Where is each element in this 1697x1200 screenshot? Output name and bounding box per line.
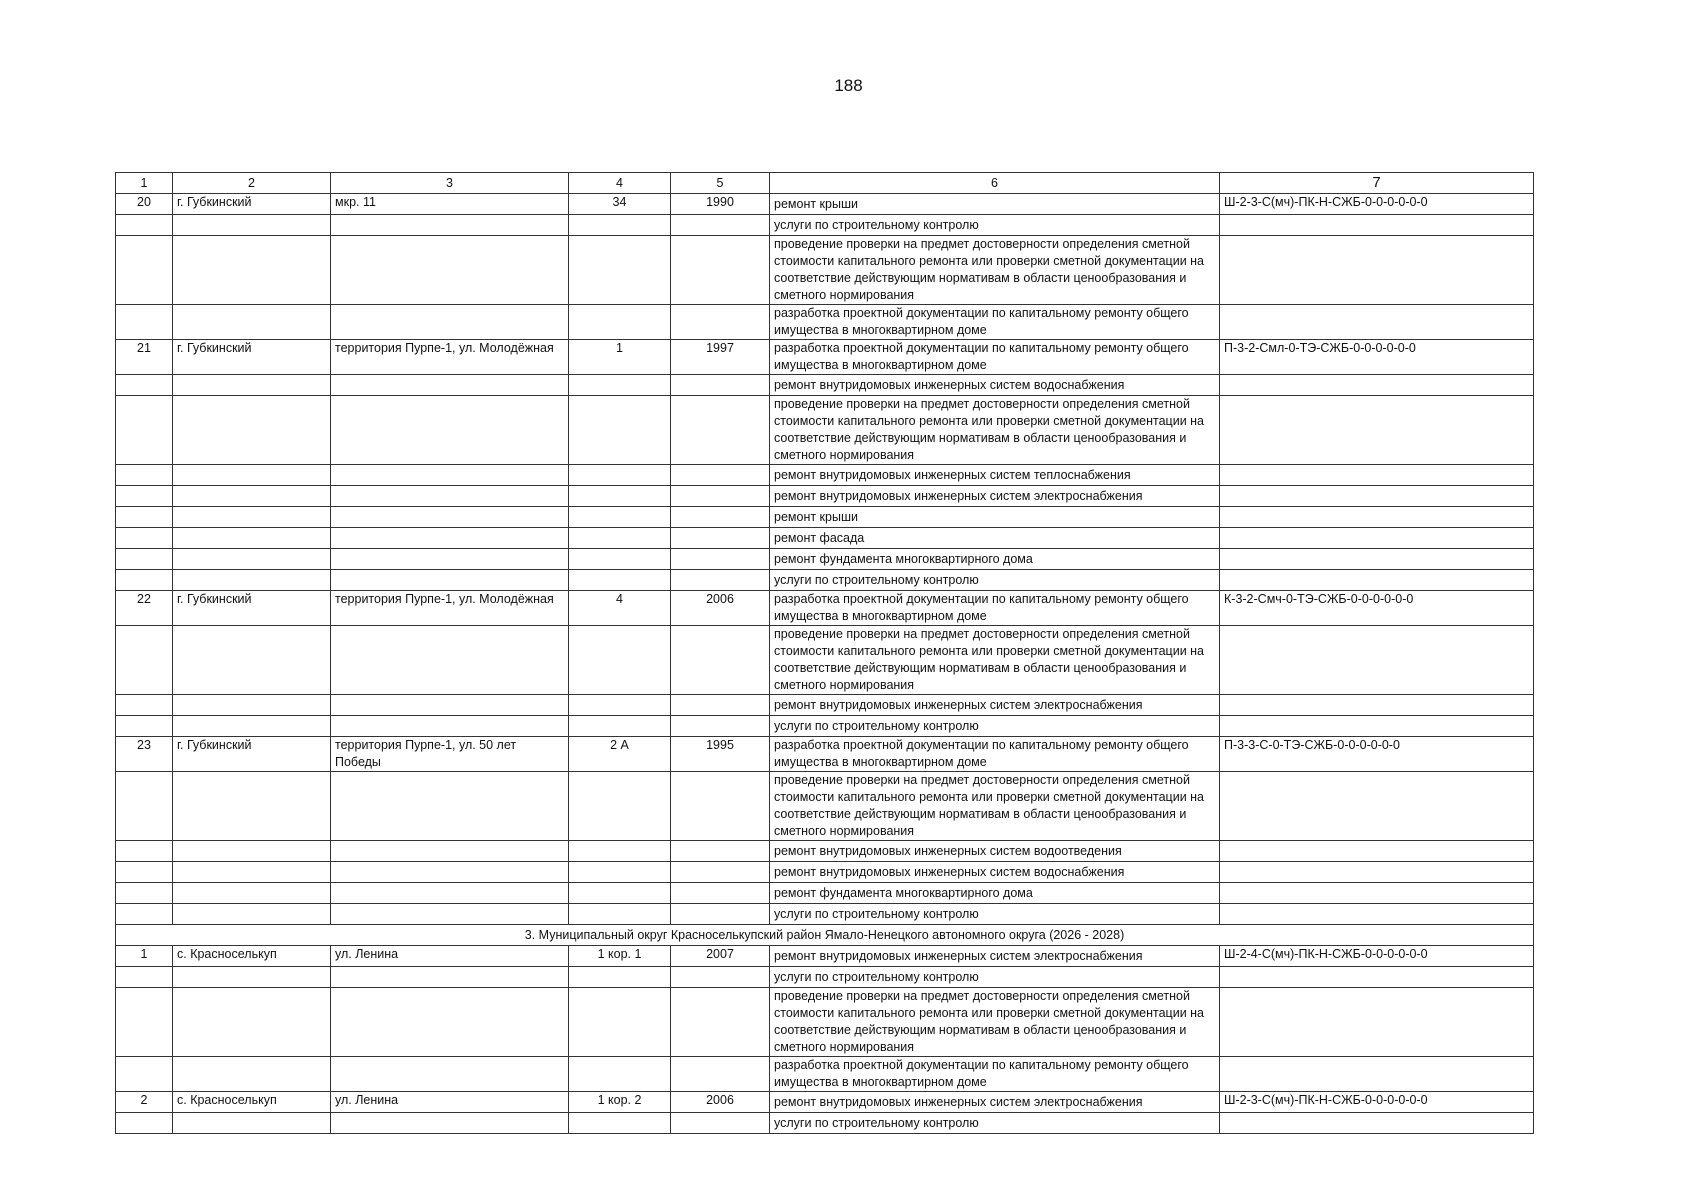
work-type-cell: ремонт внутридомовых инженерных систем водоотведения [770, 841, 1220, 862]
work-row [116, 967, 1534, 988]
house-number-cell [569, 396, 671, 465]
address-cell [331, 507, 569, 528]
address-cell [331, 1113, 569, 1134]
column-header-5: 5 [671, 173, 770, 194]
row-number-cell [116, 375, 173, 396]
work-type-cell: услуги по строительному контролю [770, 967, 1220, 988]
year-built-cell [671, 862, 770, 883]
section-row [116, 925, 1534, 946]
work-row [116, 883, 1534, 904]
year-built-cell [671, 305, 770, 340]
year-built-cell [671, 1057, 770, 1092]
row-number-cell [116, 549, 173, 570]
work-type-cell: услуги по строительному контролю [770, 570, 1220, 591]
work-type-cell: услуги по строительному контролю [770, 904, 1220, 925]
work-type-cell: проведение проверки на предмет достоверности определения сметной стоимости капитального ремонта или проверки сметной документации на соответствие действующим нормативам в области ценообразования и сметного нормирования [770, 772, 1220, 841]
address-cell [331, 465, 569, 486]
row-number-cell [116, 486, 173, 507]
row-number-cell [116, 695, 173, 716]
house-number-cell [569, 967, 671, 988]
column-number-row [116, 173, 1534, 194]
address-cell [331, 967, 569, 988]
section-row-group [116, 925, 1534, 946]
column-header-7: 7 [1220, 173, 1534, 194]
year-built-cell [671, 695, 770, 716]
year-built-cell: 2006 [671, 591, 770, 626]
row-number-cell [116, 465, 173, 486]
row-number-cell [116, 862, 173, 883]
building-code-cell [1220, 465, 1534, 486]
work-row [116, 772, 1534, 841]
settlement-cell [173, 570, 331, 591]
row-number-cell: 22 [116, 591, 173, 626]
work-row [116, 507, 1534, 528]
row-number-cell [116, 305, 173, 340]
work-row [116, 305, 1534, 340]
work-row [116, 375, 1534, 396]
building-code-cell [1220, 305, 1534, 340]
address-cell: мкр. 11 [331, 194, 569, 215]
work-type-cell: разработка проектной документации по капитальному ремонту общего имущества в многоквартирном доме [770, 305, 1220, 340]
building-code-cell [1220, 507, 1534, 528]
building-code-cell: Ш-2-3-С(мч)-ПК-Н-СЖБ-0-0-0-0-0-0 [1220, 1092, 1534, 1113]
work-type-cell: ремонт фасада [770, 528, 1220, 549]
house-number-cell [569, 862, 671, 883]
row-number-cell [116, 967, 173, 988]
work-row [116, 695, 1534, 716]
work-type-cell: разработка проектной документации по капитальному ремонту общего имущества в многоквартирном доме [770, 1057, 1220, 1092]
year-built-cell [671, 528, 770, 549]
settlement-cell: с. Красноселькуп [173, 1092, 331, 1113]
year-built-cell [671, 396, 770, 465]
year-built-cell [671, 967, 770, 988]
house-number-cell [569, 486, 671, 507]
house-number-cell [569, 1113, 671, 1134]
column-header-4: 4 [569, 173, 671, 194]
settlement-cell [173, 305, 331, 340]
building-code-cell [1220, 570, 1534, 591]
address-cell: территория Пурпе-1, ул. Молодёжная [331, 340, 569, 375]
settlement-cell [173, 549, 331, 570]
settlement-cell [173, 236, 331, 305]
work-type-cell: разработка проектной документации по капитальному ремонту общего имущества в многоквартирном доме [770, 340, 1220, 375]
building-code-cell: К-3-2-Смч-0-ТЭ-СЖБ-0-0-0-0-0-0 [1220, 591, 1534, 626]
settlement-cell [173, 215, 331, 236]
year-built-cell: 1995 [671, 737, 770, 772]
year-built-cell [671, 215, 770, 236]
settlement-cell [173, 967, 331, 988]
building-code-cell [1220, 236, 1534, 305]
building-row [116, 1092, 1534, 1113]
row-number-cell [116, 772, 173, 841]
year-built-cell [671, 626, 770, 695]
work-type-cell: проведение проверки на предмет достоверности определения сметной стоимости капитального ремонта или проверки сметной документации на соответствие действующим нормативам в области ценообразования и сметного нормирования [770, 236, 1220, 305]
row-number-cell: 20 [116, 194, 173, 215]
row-number-cell [116, 1057, 173, 1092]
house-number-cell [569, 305, 671, 340]
house-number-cell [569, 904, 671, 925]
row-number-cell [116, 841, 173, 862]
work-row [116, 841, 1534, 862]
work-type-cell: ремонт крыши [770, 507, 1220, 528]
work-type-cell: ремонт крыши [770, 194, 1220, 215]
table-body-gubkinsky [116, 194, 1534, 925]
row-number-cell [116, 570, 173, 591]
work-type-cell: ремонт фундамента многоквартирного дома [770, 883, 1220, 904]
work-type-cell: ремонт внутридомовых инженерных систем теплоснабжения [770, 465, 1220, 486]
row-number-cell [116, 904, 173, 925]
work-row [116, 904, 1534, 925]
house-number-cell [569, 626, 671, 695]
address-cell [331, 883, 569, 904]
work-row [116, 236, 1534, 305]
address-cell: территория Пурпе-1, ул. Молодёжная [331, 591, 569, 626]
work-type-cell: ремонт фундамента многоквартирного дома [770, 549, 1220, 570]
address-cell [331, 570, 569, 591]
column-header-2: 2 [173, 173, 331, 194]
house-number-cell [569, 375, 671, 396]
year-built-cell [671, 841, 770, 862]
building-code-cell: П-3-2-Смл-0-ТЭ-СЖБ-0-0-0-0-0-0 [1220, 340, 1534, 375]
work-type-cell: проведение проверки на предмет достоверности определения сметной стоимости капитального ремонта или проверки сметной документации на соответствие действующим нормативам в области ценообразования и сметного нормирования [770, 396, 1220, 465]
work-type-cell: услуги по строительному контролю [770, 716, 1220, 737]
address-cell [331, 626, 569, 695]
house-number-cell [569, 528, 671, 549]
building-code-cell [1220, 549, 1534, 570]
building-code-cell: Ш-2-3-С(мч)-ПК-Н-СЖБ-0-0-0-0-0-0 [1220, 194, 1534, 215]
address-cell: территория Пурпе-1, ул. 50 лет Победы [331, 737, 569, 772]
year-built-cell [671, 236, 770, 305]
year-built-cell [671, 1113, 770, 1134]
year-built-cell [671, 904, 770, 925]
repair-program-table [115, 172, 1534, 1134]
address-cell [331, 528, 569, 549]
address-cell [331, 841, 569, 862]
work-row [116, 465, 1534, 486]
building-row [116, 194, 1534, 215]
building-code-cell [1220, 375, 1534, 396]
address-cell [331, 215, 569, 236]
address-cell [331, 486, 569, 507]
work-type-cell: разработка проектной документации по капитальному ремонту общего имущества в многоквартирном доме [770, 591, 1220, 626]
work-type-cell: ремонт внутридомовых инженерных систем водоснабжения [770, 862, 1220, 883]
work-type-cell: ремонт внутридомовых инженерных систем электроснабжения [770, 1092, 1220, 1113]
address-cell [331, 716, 569, 737]
settlement-cell [173, 841, 331, 862]
work-row [116, 528, 1534, 549]
column-header-3: 3 [331, 173, 569, 194]
building-code-cell [1220, 772, 1534, 841]
row-number-cell: 23 [116, 737, 173, 772]
settlement-cell: с. Красноселькуп [173, 946, 331, 967]
address-cell: ул. Ленина [331, 1092, 569, 1113]
building-code-cell [1220, 904, 1534, 925]
settlement-cell [173, 626, 331, 695]
settlement-cell: г. Губкинский [173, 737, 331, 772]
work-row [116, 1113, 1534, 1134]
year-built-cell [671, 988, 770, 1057]
house-number-cell [569, 236, 671, 305]
settlement-cell: г. Губкинский [173, 194, 331, 215]
work-type-cell: ремонт внутридомовых инженерных систем водоснабжения [770, 375, 1220, 396]
settlement-cell [173, 528, 331, 549]
work-row [116, 862, 1534, 883]
year-built-cell [671, 883, 770, 904]
address-cell [331, 549, 569, 570]
address-cell: ул. Ленина [331, 946, 569, 967]
row-number-cell [116, 883, 173, 904]
building-code-cell [1220, 883, 1534, 904]
year-built-cell [671, 465, 770, 486]
work-type-cell: услуги по строительному контролю [770, 1113, 1220, 1134]
house-number-cell: 1 кор. 1 [569, 946, 671, 967]
address-cell [331, 236, 569, 305]
house-number-cell: 34 [569, 194, 671, 215]
settlement-cell [173, 1113, 331, 1134]
building-code-cell [1220, 528, 1534, 549]
row-number-cell [116, 626, 173, 695]
address-cell [331, 396, 569, 465]
work-type-cell: ремонт внутридомовых инженерных систем электроснабжения [770, 695, 1220, 716]
building-code-cell [1220, 841, 1534, 862]
row-number-cell: 21 [116, 340, 173, 375]
column-header-6: 6 [770, 173, 1220, 194]
year-built-cell [671, 375, 770, 396]
house-number-cell [569, 507, 671, 528]
address-cell [331, 305, 569, 340]
address-cell [331, 695, 569, 716]
address-cell [331, 772, 569, 841]
row-number-cell [116, 236, 173, 305]
house-number-cell [569, 215, 671, 236]
settlement-cell [173, 988, 331, 1057]
house-number-cell [569, 1057, 671, 1092]
house-number-cell [569, 988, 671, 1057]
table-header [116, 173, 1534, 194]
year-built-cell [671, 716, 770, 737]
house-number-cell: 4 [569, 591, 671, 626]
address-cell [331, 904, 569, 925]
settlement-cell [173, 507, 331, 528]
work-type-cell: разработка проектной документации по капитальному ремонту общего имущества в многоквартирном доме [770, 737, 1220, 772]
house-number-cell: 1 кор. 2 [569, 1092, 671, 1113]
house-number-cell: 2 А [569, 737, 671, 772]
building-code-cell [1220, 695, 1534, 716]
work-row [116, 570, 1534, 591]
year-built-cell: 1997 [671, 340, 770, 375]
work-row [116, 716, 1534, 737]
building-code-cell [1220, 988, 1534, 1057]
column-header-1: 1 [116, 173, 173, 194]
settlement-cell [173, 695, 331, 716]
house-number-cell [569, 549, 671, 570]
building-code-cell [1220, 396, 1534, 465]
work-type-cell: ремонт внутридомовых инженерных систем электроснабжения [770, 486, 1220, 507]
year-built-cell [671, 549, 770, 570]
row-number-cell [116, 215, 173, 236]
house-number-cell: 1 [569, 340, 671, 375]
settlement-cell [173, 716, 331, 737]
work-row [116, 988, 1534, 1057]
building-code-cell [1220, 1113, 1534, 1134]
house-number-cell [569, 841, 671, 862]
work-row [116, 549, 1534, 570]
section-title: 3. Муниципальный округ Красноселькупский район Ямало-Ненецкого автономного округа (2026 - 2028) [116, 925, 1534, 946]
house-number-cell [569, 772, 671, 841]
settlement-cell [173, 465, 331, 486]
year-built-cell [671, 486, 770, 507]
year-built-cell: 2006 [671, 1092, 770, 1113]
building-row [116, 946, 1534, 967]
year-built-cell [671, 507, 770, 528]
settlement-cell [173, 486, 331, 507]
row-number-cell [116, 507, 173, 528]
building-code-cell [1220, 486, 1534, 507]
building-code-cell [1220, 967, 1534, 988]
work-row [116, 1057, 1534, 1092]
row-number-cell: 1 [116, 946, 173, 967]
address-cell [331, 1057, 569, 1092]
work-row [116, 215, 1534, 236]
row-number-cell [116, 716, 173, 737]
work-row [116, 396, 1534, 465]
work-row [116, 626, 1534, 695]
work-type-cell: услуги по строительному контролю [770, 215, 1220, 236]
building-code-cell [1220, 862, 1534, 883]
settlement-cell [173, 375, 331, 396]
building-code-cell [1220, 626, 1534, 695]
work-type-cell: проведение проверки на предмет достоверности определения сметной стоимости капитального ремонта или проверки сметной документации на соответствие действующим нормативам в области ценообразования и сметного нормирования [770, 626, 1220, 695]
row-number-cell: 2 [116, 1092, 173, 1113]
settlement-cell: г. Губкинский [173, 340, 331, 375]
address-cell [331, 375, 569, 396]
year-built-cell [671, 772, 770, 841]
house-number-cell [569, 465, 671, 486]
year-built-cell: 2007 [671, 946, 770, 967]
row-number-cell [116, 396, 173, 465]
building-code-cell: Ш-2-4-С(мч)-ПК-Н-СЖБ-0-0-0-0-0-0 [1220, 946, 1534, 967]
row-number-cell [116, 988, 173, 1057]
page-number: 188 [834, 76, 863, 95]
building-row [116, 340, 1534, 375]
building-code-cell [1220, 1057, 1534, 1092]
work-type-cell: проведение проверки на предмет достоверности определения сметной стоимости капитального ремонта или проверки сметной документации на соответствие действующим нормативам в области ценообразования и сметного нормирования [770, 988, 1220, 1057]
settlement-cell [173, 862, 331, 883]
building-code-cell: П-3-3-С-0-ТЭ-СЖБ-0-0-0-0-0-0 [1220, 737, 1534, 772]
settlement-cell [173, 772, 331, 841]
settlement-cell [173, 904, 331, 925]
settlement-cell [173, 396, 331, 465]
building-code-cell [1220, 215, 1534, 236]
address-cell [331, 862, 569, 883]
work-type-cell: ремонт внутридомовых инженерных систем электроснабжения [770, 946, 1220, 967]
address-cell [331, 988, 569, 1057]
building-code-cell [1220, 716, 1534, 737]
table-body-krasnoselkup [116, 946, 1534, 1134]
house-number-cell [569, 716, 671, 737]
house-number-cell [569, 883, 671, 904]
settlement-cell [173, 1057, 331, 1092]
building-row [116, 591, 1534, 626]
work-row [116, 486, 1534, 507]
house-number-cell [569, 570, 671, 591]
settlement-cell: г. Губкинский [173, 591, 331, 626]
settlement-cell [173, 883, 331, 904]
row-number-cell [116, 1113, 173, 1134]
house-number-cell [569, 695, 671, 716]
row-number-cell [116, 528, 173, 549]
building-row [116, 737, 1534, 772]
year-built-cell: 1990 [671, 194, 770, 215]
year-built-cell [671, 570, 770, 591]
